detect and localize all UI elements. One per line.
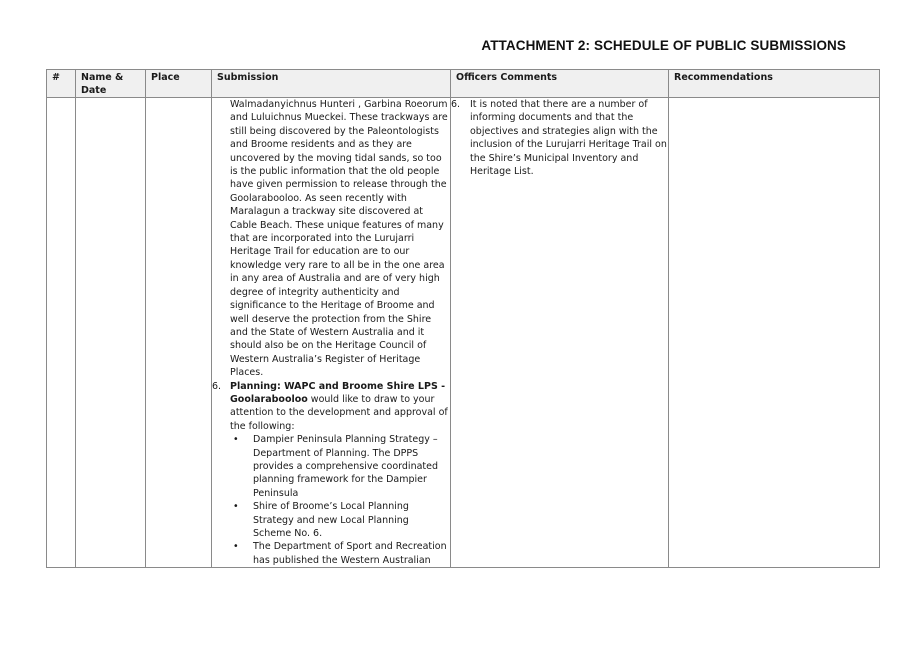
list-item xyxy=(230,540,450,567)
column-header-number: # xyxy=(47,70,76,98)
submission-item-number: 6. xyxy=(212,380,222,392)
column-header-name-date: Name & Date xyxy=(76,70,146,98)
officers-comment-number: 6. xyxy=(451,99,461,110)
cell-place xyxy=(146,98,212,568)
bullet-text: Shire of Broome’s Local Planning Strategy and new Local Planning Scheme No. 6. xyxy=(253,501,409,539)
cell-recommendations xyxy=(669,98,880,568)
bullet-text: Dampier Peninsula Planning Strategy – Department of Planning. The DPPS provides a comprehensive coordinated planning framework for the Dampier Peninsula xyxy=(253,434,439,499)
submission-item-text: would like to draw to your attention to the development and approval of the following: xyxy=(230,393,448,432)
cell-number xyxy=(47,98,76,568)
submission-item-6 xyxy=(212,380,450,434)
document-title: ATTACHMENT 2: SCHEDULE OF PUBLIC SUBMISSIONS xyxy=(481,38,846,53)
cell-officers-comments xyxy=(451,98,669,568)
officers-comment-text: It is noted that there are a number of informing documents and that the objectives and strategies align with the inclusion of the Lurujarri Heritage Trail on the Shire’s Municipal Inventory and Heritage List. xyxy=(470,99,667,178)
submission-item-heading: Planning: WAPC and Broome Shire LPS - Goolarabooloo xyxy=(230,380,446,405)
column-header-place: Place xyxy=(146,70,212,98)
bullet-text: The Department of Sport and Recreation has published the Western Australian xyxy=(253,541,447,566)
submission-continuation-text: Walmadanyichnus Hunteri , Garbina Roeorum and Luluichnus Mueckei. These trackways are still being discovered by the Paleontologists and Broome residents and as they are uncovered by the moving tidal sands, so too is the public information that the old people have given permission to release through the Goolarabooloo. As seen recently with Maralagun a trackway site discovered at Cable Beach. These unique features of many that are incorporated into the Lurujarri Heritage Trail for education are to our knowledge very rare to all be in the one area in any area of Australia and are of very high degree of integrity authenticity and significance to the Heritage of Broome and well deserve the protection from the Shire and the State of Western Australia and it should also be on the Heritage Council of Western Australia’s Register of Heritage Places. xyxy=(230,99,448,379)
bullet-icon: • xyxy=(233,501,239,513)
submissions-table xyxy=(46,69,880,568)
column-header-officers-comments: Officers Comments xyxy=(451,70,669,98)
column-header-submission: Submission xyxy=(212,70,451,98)
list-item xyxy=(230,500,450,540)
cell-submission xyxy=(212,98,451,568)
list-item xyxy=(230,433,450,500)
bullet-icon: • xyxy=(233,434,239,446)
submission-bullet-list xyxy=(212,433,450,567)
table-header-row xyxy=(47,70,880,98)
bullet-icon: • xyxy=(233,541,239,553)
column-header-recommendations: Recommendations xyxy=(669,70,880,98)
cell-name-date xyxy=(76,98,146,568)
officers-comment-item xyxy=(451,98,668,178)
table-row xyxy=(47,98,880,568)
